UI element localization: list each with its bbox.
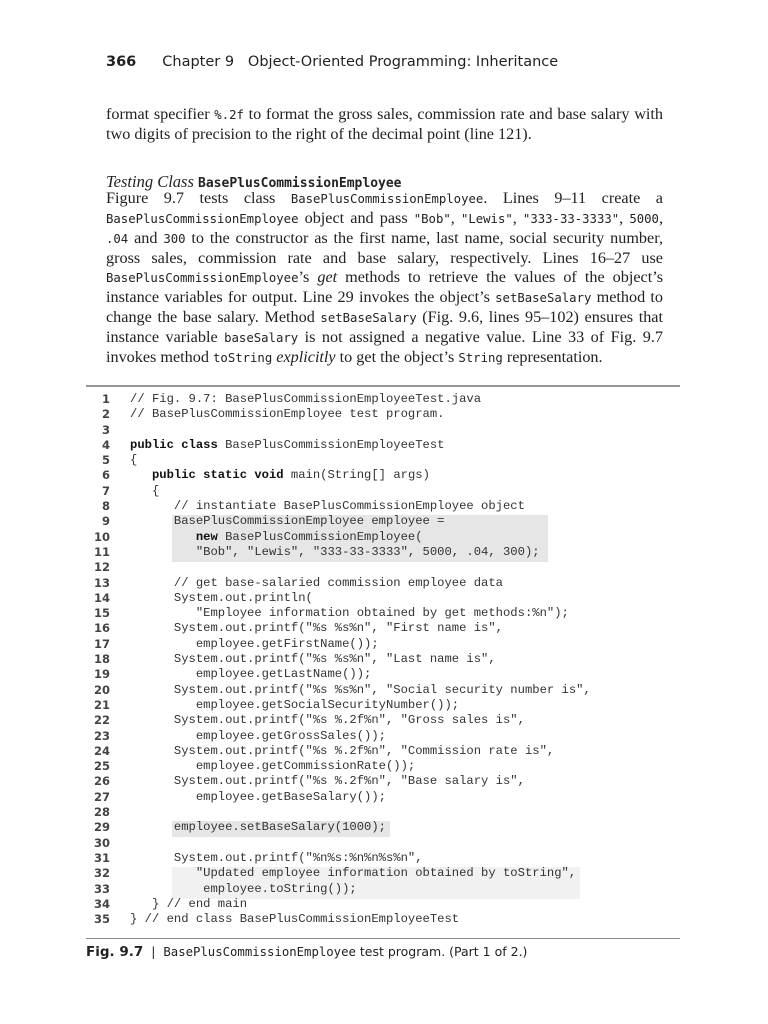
code-text [130,621,503,636]
code-token: System.out.printf("%n%s:%n%n%s%n", [130,850,423,865]
code-token: employee.getCommissionRate()); [130,759,416,774]
code-text [130,468,430,483]
code-text [130,820,386,835]
figure-label: Fig. 9.7 [86,944,144,960]
line-number: 3 [101,422,110,437]
code-token: employee.getLastName()); [130,667,372,682]
inline-code: "333-33-3333" [522,212,620,226]
code-token: BasePlusCommissionEmployee employee = [130,514,445,529]
text-run: , [619,209,630,227]
line-number: 30 [93,835,110,850]
chapter-label: Chapter 9 [162,54,235,70]
text-run: , [512,209,523,227]
code-token: System.out.println( [130,590,313,605]
line-number: 27 [93,789,110,804]
line-number: 8 [101,499,110,514]
keyword: public static void [151,468,284,483]
text-run: representation. [502,348,603,366]
text-run: and [128,229,164,247]
code-text [130,637,379,652]
line-number: 5 [101,453,110,468]
line-number: 29 [93,820,110,835]
line-number: 20 [93,682,110,697]
code-token [130,530,196,544]
text-run: explicitly [276,348,336,366]
code-text [130,897,247,912]
text-run: method to change the base salary. Method [106,288,663,326]
line-number: 11 [93,544,110,559]
inline-code: setBaseSalary [495,291,592,305]
code-text [130,683,591,698]
body-paragraph [106,189,663,368]
chapter-title: Object-Oriented Programming: Inheritance [247,54,559,70]
code-text [130,713,525,728]
code-text [130,866,576,881]
line-number: 35 [93,912,110,927]
code-token: employee.getFirstName()); [130,636,379,651]
line-number: 6 [101,468,110,483]
text-run: to format the gross sales, commission rate and base salary with two digits of precision to the right of the decimal point (line 121). [106,105,663,143]
code-text [130,774,525,789]
text-run: , [658,209,663,227]
subheading-code: BasePlusCommissionEmployee [198,176,402,191]
text-run: get [317,268,338,286]
running-header [106,54,558,70]
line-number: 32 [93,866,110,881]
code-token: employee.getBaseSalary()); [130,789,386,804]
code-token: "Updated employee information obtained by toString", [130,866,577,881]
line-number: 15 [93,606,110,621]
line-number: 1 [101,392,110,406]
code-text [130,453,137,468]
line-number: 22 [93,713,110,728]
line-number: 2 [101,407,110,422]
caption-code: BasePlusCommissionEmployee [163,945,356,959]
code-text [130,729,386,744]
code-text [130,606,569,621]
inline-code: BasePlusCommissionEmployee [290,192,484,206]
code-text [130,514,445,529]
inline-code: 300 [163,232,186,246]
inline-code: BasePlusCommissionEmployee [106,212,299,226]
inline-code: "Lewis" [460,212,513,226]
code-text [130,530,423,545]
text-run: to the constructor as the first name, last name, social security number, gross sales, commission rate and base salary, respectively. Lines 16–27 use [106,229,663,267]
line-number: 28 [93,805,110,820]
line-number: 25 [93,759,110,774]
line-number: 34 [93,896,110,911]
line-number: 7 [101,483,110,498]
text-run: format specifier [106,105,215,123]
code-token: // Fig. 9.7: BasePlusCommissionEmployeeTest.java [130,392,482,406]
code-text [130,484,159,499]
code-token: // get base-salaried commission employee data [130,575,503,590]
code-text [130,759,415,774]
code-token: // instantiate BasePlusCommissionEmployee object [130,499,525,514]
code-text [130,407,445,422]
code-token: } // end class BasePlusCommissionEmployeeTest [130,912,460,927]
inline-code: toString [213,351,273,365]
line-number: 12 [93,560,110,575]
caption-text: test program. (Part 1 of 2.) [355,944,528,959]
text-run: to get the object’s [335,348,459,366]
line-number: 26 [93,774,110,789]
line-number: 9 [101,514,110,529]
intro-paragraph [106,105,663,144]
code-token: main(String[] args) [283,468,430,483]
code-token: employee.setBaseSalary(1000); [130,820,386,835]
line-number: 33 [93,881,110,896]
code-token: // BasePlusCommissionEmployee test program. [130,407,445,422]
line-number: 19 [93,667,110,682]
inline-code: setBaseSalary [320,311,417,325]
line-number: 23 [93,728,110,743]
code-token: System.out.printf("%s %.2f%n", "Gross sales is", [130,713,525,728]
code-token: BasePlusCommissionEmployeeTest [217,437,445,452]
code-token: employee.getGrossSales()); [130,728,386,743]
code-token: System.out.printf("%s %.2f%n", "Commission rate is", [130,743,555,758]
code-text [130,499,525,514]
line-number: 18 [93,652,110,667]
code-token: System.out.printf("%s %.2f%n", "Base salary is", [130,774,525,789]
text-run: Figure 9.7 tests class [106,189,291,207]
code-text [130,851,423,866]
line-number: 10 [93,529,110,544]
line-number: 24 [93,743,110,758]
code-token [130,468,152,482]
code-token: employee.getSocialSecurityNumber()); [130,697,460,712]
bottom-rule [86,938,680,939]
code-token: employee.toString()); [130,881,357,896]
top-rule [86,385,680,387]
code-text [130,545,540,560]
line-number: 21 [93,697,110,712]
text-run: methods to retrieve the values of the object’s instance variables for output. Line 29 invokes the object’s [106,268,664,306]
figure-caption [86,944,527,960]
code-text [130,667,371,682]
code-token: System.out.printf("%s %s%n", "Social security number is", [130,682,591,697]
text-run: , [450,209,461,227]
line-number: 13 [93,575,110,590]
code-text [130,698,459,713]
inline-code: 5000 [629,212,659,226]
code-token: } // end main [130,896,248,911]
page-number: 366 [106,54,137,70]
code-token: "Employee information obtained by get methods:%n"); [130,606,569,621]
code-token: "Bob", "Lewis", "333-33-3333", 5000, .04, 300); [130,544,540,559]
code-token: BasePlusCommissionEmployee( [217,529,423,544]
line-number: 16 [93,621,110,636]
inline-code: String [458,351,503,365]
code-text [130,652,496,667]
code-token: System.out.printf("%s %s%n", "First name is", [130,621,503,636]
inline-code: .04 [106,232,129,246]
text-run: ’s [298,268,318,286]
code-text [130,392,481,407]
inline-code: baseSalary [224,331,299,345]
code-text [130,591,313,606]
text-run: (Fig. 9.6, lines 95–102) ensures that instance variable [106,308,663,346]
keyword: public class [130,437,218,452]
code-text [130,912,459,927]
code-text [130,438,445,453]
keyword: new [195,529,218,544]
line-number: 31 [93,850,110,865]
code-token: { [130,453,138,468]
line-number: 17 [93,636,110,651]
inline-code: %.2f [214,108,244,122]
code-token: { [130,483,160,498]
code-text [130,882,357,897]
caption-separator: | [151,944,156,959]
subheading-text: Testing Class [106,172,199,191]
code-text [130,576,503,591]
code-token: System.out.printf("%s %s%n", "Last name is", [130,652,496,667]
code-text [130,744,554,759]
line-number: 14 [93,590,110,605]
line-number: 4 [101,437,110,452]
code-text [130,790,386,805]
inline-code: BasePlusCommissionEmployee [106,271,299,285]
inline-code: "Bob" [413,212,451,226]
text-run: . Lines 9–11 create a [483,189,663,207]
text-run: is not assigned a negative value. Line 33 of Fig. 9.7 invokes method [106,328,663,366]
text-run: object and pass [298,209,414,227]
